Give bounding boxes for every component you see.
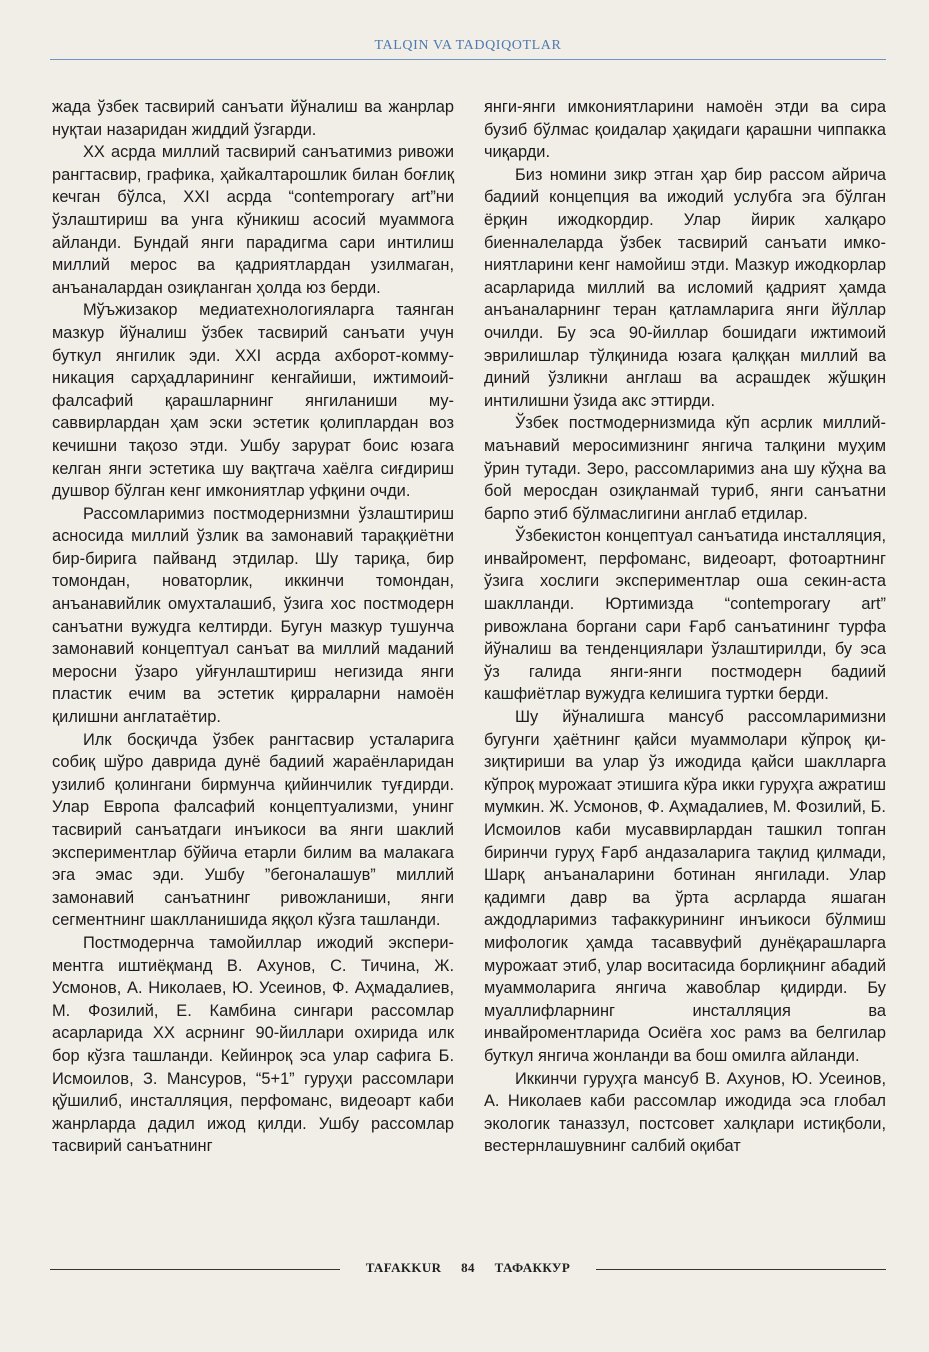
paragraph: Иккинчи гуруҳга мансуб В. Ахунов, Ю. Усеинов, А. Николаев каби рассомлар ижодида эса глобал экологик таназзул, постсовет халқлари истиқболи, вестернлашувнинг салбий оқибат <box>484 1069 886 1156</box>
paragraph: янги-янги имкониятларини намоён этди ва сира бузиб бўлмас қоидалар ҳақидаги қарашни чиппакка чиқарди. <box>484 98 886 162</box>
paragraph: Биз номини зикр этган ҳар бир рассом айрича бадиий концепция ва ижодий услубга эга бўлган ёрқин ижодкордир. Улар йирик халқаро биенналеларда ўзбек тасвирий санъати имкониятларини кенг намойиш этди. Мазкур ижодкорлар асарларида миллий ва исломий қадрият ҳамда анъаналарнинг теран қатламларига янги йўллар очилди. Бу эса 90-йиллар бошидаги ижтимоий эврилишлар тўлқинида юзага қалққан миллий ва диний ўзликни англаш ва асрашдек жўшқин интилишни ўзида акс эттирди. <box>484 165 886 410</box>
journal-name-cyrillic: ТАФАККУР <box>494 1260 571 1275</box>
paragraph: Шу йўналишга мансуб рассомларимизни бугунги ҳаётнинг қайси муаммолари кўпроқ қизиқтириши ва улар ўз ижодида қайси шаклларга кўпроқ мурожаат этишига кўра икки гуруҳга ажратиш мумкин. Ж. Усмонов, Ф. Аҳмадалиев, М. Фозилий, Б. Исмоилов каби мусаввирлардан ташкил топган биринчи гуруҳ Ғарб андазаларига тақлид қилмади, Шарқ анъаналарини ботинан янгилади. Улар қадимги давр ва ўрта асрларда яшаган аждодларимиз тафаккурининг инъикоси бўлмиш мифологик ҳамда тасаввуфий дунёқарашларга мурожаат этиб, улар воситасида борлиқнинг абадий муаммоларига янгича жавоблар қидирди. Бу муаллифларнинг инсталляция ва инвайроментларида Осиёга хос рамз ва белгилар буткул янгича жонланди ва бош омилга айланди. <box>484 708 886 1065</box>
running-header <box>50 36 886 62</box>
paragraph: Илк босқичда ўзбек рангтасвир усталарига собиқ шўро даврида дунё бадиий жараёнларидан узилиб қолингани бирмунча қийинчилик туғдирди. Улар Европа фалсафий концептуализми, унинг тасвирий санъатдаги инъикоси ва янги шаклий экспериментлар бўйича етарли билим ва малакага эга эмас эди. Ушбу ”бегоналашув” миллий замонавий санъатнинг ривожланиши, янги сегментнинг шаклланишида яққол кўзга ташланди. <box>52 730 454 930</box>
page-footer <box>50 1260 886 1280</box>
header-divider <box>50 59 886 60</box>
paragraph: Рассомларимиз постмодернизмни ўзлаштириш асносида миллий ўзлик ва замонавий тараққиётни бир-бирига пайванд этдилар. Шу тариқа, бир томондан, новаторлик, иккинчи томондан, анъанавийлик омухталашиб, ўзига хос постмодерн санъатни вужудга келтирди. Бугун мазкур тушунча замонавий концептуал санъат ва миллий маданий меросни ўзаро уйғунлаштириш негизида янги пластик ечим ва эстетик қирраларни намоён қилишни англатаётир. <box>52 504 454 727</box>
paragraph: XX асрда миллий тасвирий санъатимиз ривожи рангтасвир, графика, ҳайкалтарошлик билан боғлиқ кечган бўлса, XXI асрда “contemporary art”ни ўзлаштириш ва унга кўникиш асосий муаммога айланди. Бундай янги парадигма сари интилиш миллий мерос ва қадриятлардан узилмаган, анъаналардан озиқланган ҳолда юз берди. <box>52 143 454 297</box>
paragraph: Мўъжизакор медиатехнологияларга таянган мазкур йўналиш ўзбек тасвирий санъати учун буткул янгилик эди. XXI асрда ахборот-коммуникация сарҳадларининг кенгайиши, ижтимоий-фалсафий қарашларнинг янгиланиши мусаввирлардан ҳам эски эстетик қолиплардан воз кечишни тақозо этди. Ушбу зарурат боис юзага келган янги эстетика шу вақтгача хаёлга сиғдириш душвор бўлган кенг имкониятлар уфқини очди. <box>52 301 454 501</box>
paragraph: Постмодернча тамойиллар ижодий экспериментга иштиёқманд В. Ахунов, С. Тичина, Ж. Усмонов, А. Николаев, Ю. Усеинов, Ф. Аҳмадалиев, М. Фозилий, Е. Камбина сингари рассомлар асарларида XX асрнинг 90-йиллари охирида илк бор кўзга ташланди. Кейинроқ эса улар сафига Б. Исмоилов, З. Мансуров, “5+1” гуруҳи рассомлари қўшилиб, инсталляция, перфоманс, видеоарт каби жанрларда дадил ижод қилди. Ушбу рассомлар тасвирий санъатнинг <box>52 933 454 1156</box>
paragraph: жада ўзбек тасвирий санъати йўналиш ва жанрлар нуқтаи назаридан жиддий ўзгарди. <box>52 98 454 139</box>
footer-rule-right <box>596 1269 886 1270</box>
section-title: TALQIN VA TADQIQOTLAR <box>374 38 562 53</box>
left-column <box>52 96 454 1158</box>
page-number: 84 <box>461 1260 475 1275</box>
paragraph: Ўзбекистон концептуал санъатида инсталляция, инвайромент, перфоманс, видеоарт, фотоартнинг ўзига хослиги экспериментлар оша секин-аста шаклланди. Юртимизда “contemporary art” ривожлана боргани сари Ғарб санъатининг турфа йўналиш ва тенденциялари ўзлаштирилди, бу эса ўз галида янги-янги постмодерн бадиий кашфиётлар вужудга келишига туртки берди. <box>484 527 886 704</box>
journal-name-latin: TAFAKKUR <box>365 1260 442 1275</box>
footer-text <box>50 1260 886 1276</box>
right-column <box>484 96 886 1158</box>
paragraph: Ўзбек постмодернизмида кўп асрлик миллий-маънавий меросимизнинг янгича талқини муҳим ўрин тутади. Зеро, рассомларимиз ана шу кўҳна ва бой меросдан озиқланмай туриб, янги санъатни барпо этиб бўлмаслигини англаб етдилар. <box>484 414 886 523</box>
